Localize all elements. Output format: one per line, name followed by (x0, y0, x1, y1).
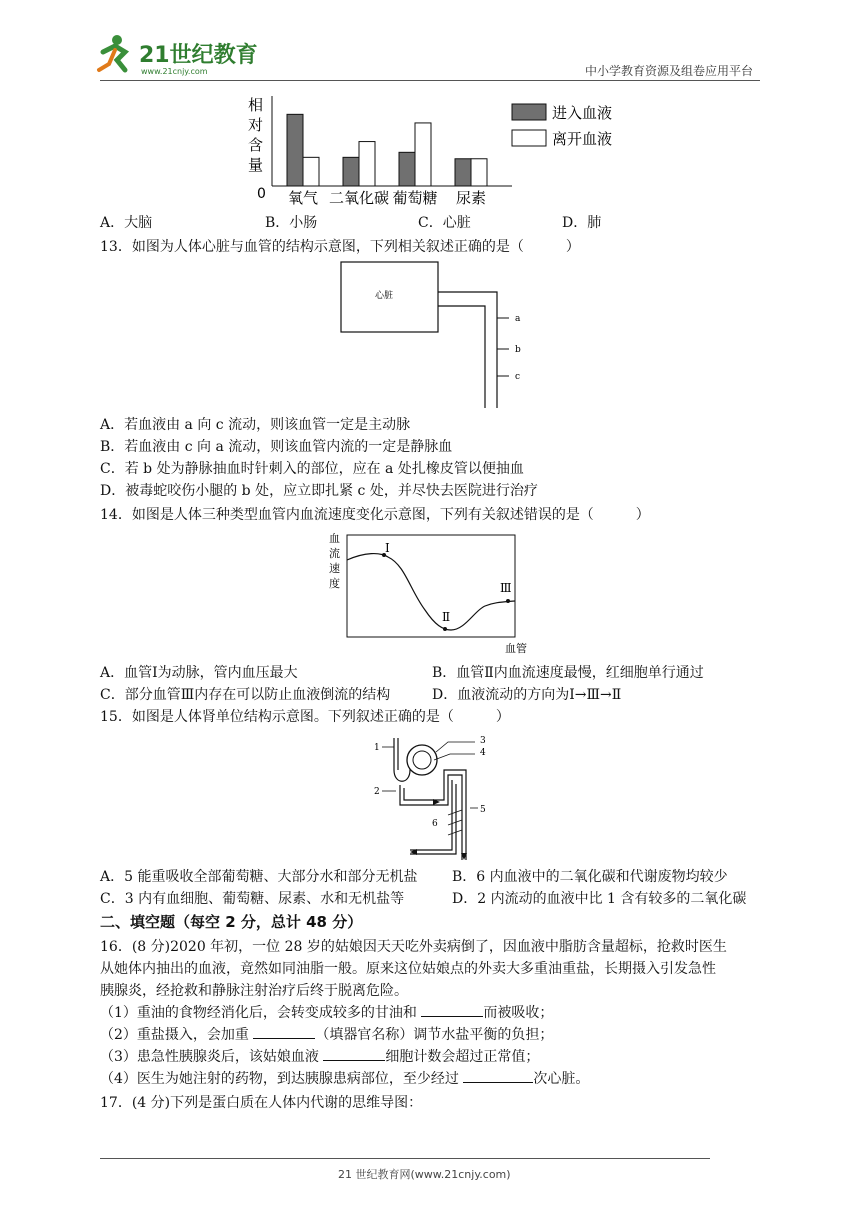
q14-y-label-char: 度 (329, 577, 340, 590)
legend-label: 进入血液 (552, 104, 613, 122)
q16-sub-3-text-b: 细胞计数会超过正常值； (385, 1049, 540, 1065)
heart-label: 心脏 (375, 291, 394, 301)
q13-option-d: D．被毒蛇咬伤小腿的 b 处，应立即扎紧 c 处，并尽快去医院进行治疗 (100, 483, 538, 499)
q16-sub-1-text-b: 而被吸收； (483, 1005, 554, 1021)
logo-url-text: www.21cnjy.com (141, 67, 208, 76)
y-axis-label (248, 96, 263, 174)
bar-out-2 (415, 123, 431, 186)
category-label: 氧气 (287, 189, 319, 207)
q13-stem: 13．如图为人体心脏与血管的结构示意图，下列相关叙述正确的是（ ） (100, 239, 580, 255)
q13-option-b: B．若血液由 c 向 a 流动，则该血管内流的一定是静脉血 (100, 439, 453, 455)
vessel-i-label: Ⅰ (385, 541, 390, 555)
q16-line-1: 16．(8 分)2020 年初，一位 28 岁的姑娘因天天吃外卖病倒了，因血液中脂肪含量超标，抢救时医生 (100, 939, 727, 955)
runner-icon (99, 35, 125, 70)
q14-y-label (329, 532, 340, 590)
q14-x-label: 血管 (505, 642, 527, 655)
legend-swatch (512, 130, 546, 146)
q15-option-a: A．5 能重吸收全部葡萄糖、大部分水和部分无机盐 (100, 869, 418, 885)
bar-in-0 (287, 114, 303, 186)
category-label: 尿素 (455, 189, 487, 207)
q17-stem: 17．(4 分)下列是蛋白质在人体内代谢的思维导图： (100, 1095, 423, 1111)
vessel-ii-point (443, 627, 447, 631)
bar-in-1 (343, 157, 359, 186)
q14-plot-frame (347, 535, 515, 637)
y-label-char: 相 (248, 96, 264, 114)
q13-option-a: A．若血液由 a 向 c 流动，则该血管一定是主动脉 (100, 417, 411, 433)
q14-option-d: D．血液流动的方向为Ⅰ→Ⅲ→Ⅱ (432, 687, 622, 703)
glomerulus-capsule (407, 745, 437, 775)
q16-sub-4 (100, 1068, 589, 1090)
category-label: 葡萄糖 (392, 189, 438, 207)
q12-option-b: B．小肠 (265, 215, 318, 231)
footer-divider (100, 1158, 710, 1159)
y-label-char: 含 (248, 136, 264, 154)
q16-blank-3[interactable] (323, 1046, 385, 1061)
legend-swatch (512, 104, 546, 120)
q15-option-b: B．6 内血液中的二氧化碳和代谢废物均较少 (452, 869, 728, 885)
point-c-label: c (515, 372, 521, 382)
vessel-ii-label: Ⅱ (442, 610, 451, 624)
label-1: 1 (374, 743, 380, 753)
peritubular-capillary (410, 780, 452, 850)
q14-flow-chart (325, 530, 545, 660)
q14-stem: 14．如图是人体三种类型血管内血流速度变化示意图，下列有关叙述错误的是（ ） (100, 507, 650, 523)
q12-option-c: C．心脏 (418, 215, 471, 231)
q12-chart (240, 96, 630, 216)
y-label-char: 对 (248, 116, 264, 134)
q12-option-d: D．肺 (562, 215, 602, 231)
label-3: 3 (480, 736, 486, 746)
category-label: 二氧化碳 (328, 189, 390, 207)
q16-sub-2-text-a: （2）重盐摄入，会加重 (100, 1027, 254, 1043)
y-label-char: 量 (248, 156, 264, 174)
section-title: 二、填空题（每空 2 分，总计 48 分） (100, 913, 363, 931)
q16-sub-4-text-a: （4）医生为她注射的药物，到达胰腺患病部位，至少经过 (100, 1071, 464, 1087)
site-logo (95, 30, 265, 80)
q14-y-label-char: 流 (329, 547, 340, 560)
q16-sub-3 (100, 1046, 539, 1068)
footer-text: 21 世纪教育网(www.21cnjy.com) (338, 1168, 511, 1181)
header-divider (100, 80, 760, 81)
vessel-iii-point (506, 599, 510, 603)
q16-sub-4-text-b: 次心脏。 (533, 1071, 590, 1087)
label-5: 5 (480, 805, 486, 815)
q16-blank-4[interactable] (463, 1068, 533, 1083)
q15-nephron-diagram (370, 730, 500, 865)
point-b-label: b (515, 345, 521, 355)
q12-option-a: A．大脑 (100, 215, 153, 231)
q16-sub-2 (100, 1024, 553, 1046)
bar-out-1 (359, 142, 375, 186)
point-a-label: a (515, 314, 521, 324)
q15-option-d: D．2 内流动的血液中比 1 含有较多的二氧化碳 (452, 891, 747, 907)
q16-sub-1 (100, 1002, 553, 1024)
bar-out-0 (303, 157, 319, 186)
vessel-outer-wall (438, 292, 497, 408)
vessel-iii-label: Ⅲ (500, 581, 512, 595)
q14-option-a: A．血管Ⅰ为动脉，管内血压最大 (100, 665, 298, 681)
q15-option-c: C．3 内有血细胞、葡萄糖、尿素、水和无机盐等 (100, 891, 405, 907)
bar-out-3 (471, 159, 487, 186)
legend-label: 离开血液 (552, 130, 613, 148)
y-zero-label: 0 (257, 186, 266, 202)
q14-option-b: B．血管Ⅱ内血流速度最慢，红细胞单行通过 (432, 665, 704, 681)
q15-stem: 15．如图是人体肾单位结构示意图。下列叙述正确的是（ ） (100, 709, 510, 725)
label-6: 6 (432, 819, 438, 829)
q16-sub-1-text-a: （1）重油的食物经消化后，会转变成较多的甘油和 (100, 1005, 422, 1021)
logo-text: 21世纪教育 (139, 43, 258, 68)
q14-y-label-char: 血 (329, 532, 340, 545)
q16-line-3: 胰腺炎，经抢救和静脉注射治疗后终于脱离危险。 (100, 983, 408, 999)
q16-blank-2[interactable] (253, 1024, 315, 1039)
q16-line-2: 从她体内抽出的血液，竟然如同油脂一般。原来这位姑娘点的外卖大多重油重盐，长期摄入引发急性 (100, 961, 716, 977)
bar-in-2 (399, 152, 415, 186)
header-platform-text: 中小学教育资源及组卷应用平台 (585, 64, 754, 78)
q16-sub-2-text-b: （填器官名称）调节水盐平衡的负担； (315, 1027, 554, 1043)
q16-sub-3-text-a: （3）患急性胰腺炎后，该姑娘血液 (100, 1049, 324, 1065)
q16-blank-1[interactable] (421, 1002, 483, 1017)
q13-heart-diagram (335, 258, 535, 410)
renal-tubule (400, 775, 462, 860)
label-2: 2 (374, 787, 380, 797)
vessel-inner-wall (438, 306, 485, 408)
q14-y-label-char: 速 (329, 562, 340, 575)
q13-option-c: C．若 b 处为静脉抽血时针刺入的部位，应在 a 处扎橡皮管以便抽血 (100, 461, 524, 477)
q12-bar-chart-svg (240, 96, 630, 216)
label-4: 4 (480, 748, 486, 758)
bar-in-3 (455, 159, 471, 186)
q14-option-c: C．部分血管Ⅲ内存在可以防止血液倒流的结构 (100, 687, 391, 703)
